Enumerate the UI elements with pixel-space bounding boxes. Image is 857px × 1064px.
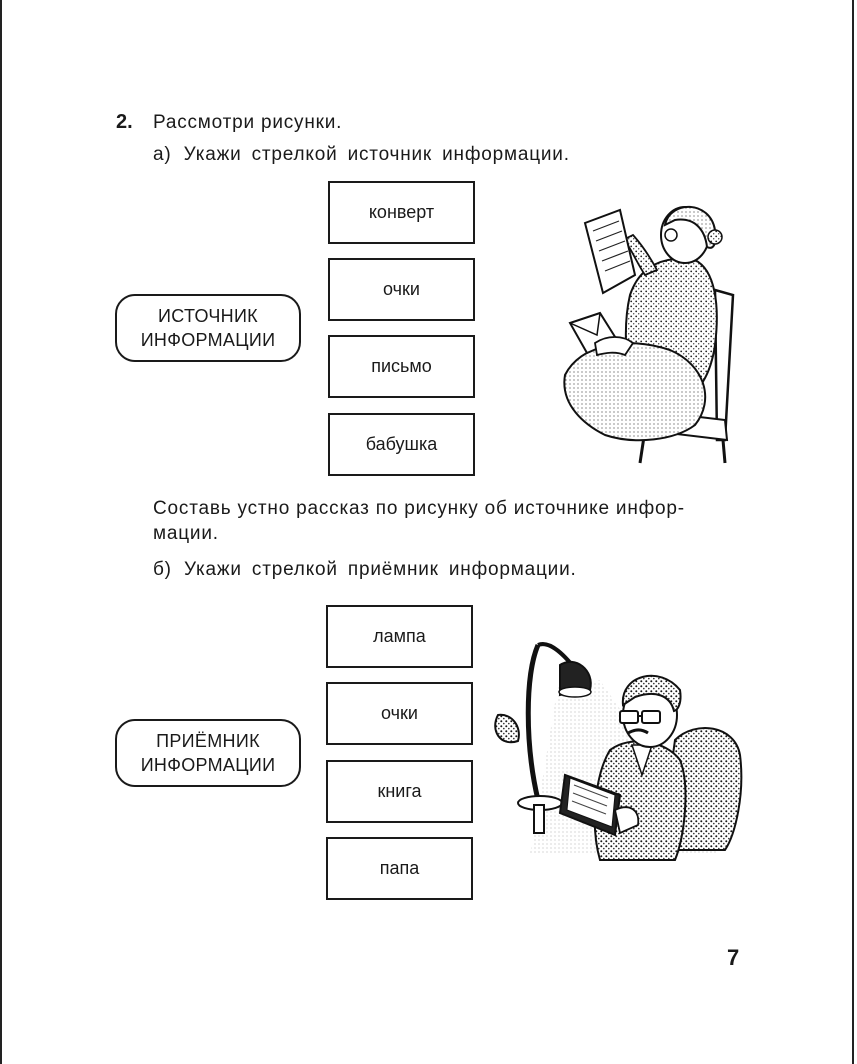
option-b-dad[interactable]: папа [326, 837, 473, 900]
option-b-lamp[interactable]: лампа [326, 605, 473, 668]
option-a-grandma[interactable]: бабушка [328, 413, 475, 476]
receiver-target-pill[interactable] [115, 719, 301, 787]
source-target-pill[interactable] [115, 294, 301, 362]
option-a-glasses[interactable]: очки [328, 258, 475, 321]
part-b-heading [153, 559, 577, 581]
task-instruction: Рассмотри рисунки. [153, 112, 343, 133]
part-a-heading [153, 144, 570, 166]
part-a-text: Укажи стрелкой источник информации. [183, 144, 570, 165]
page-number: 7 [727, 945, 740, 970]
dad-reading-illustration [490, 635, 750, 865]
receiver-target-line1: ПРИЁМНИК [156, 731, 260, 751]
grandmother-reading-illustration [545, 195, 755, 470]
part-b-text: Укажи стрелкой приёмник информации. [183, 559, 577, 580]
receiver-target-line2: ИНФОРМАЦИИ [140, 755, 276, 775]
story-prompt-line1: Составь устно рассказ по рисунку об источнике инфор- [153, 498, 685, 519]
part-a-label: а) [153, 144, 172, 165]
option-a-letter[interactable]: письмо [328, 335, 475, 398]
part-b-label: б) [153, 559, 172, 580]
option-b-glasses[interactable]: очки [326, 682, 473, 745]
option-b-book[interactable]: книга [326, 760, 473, 823]
source-target-line1: ИСТОЧНИК [158, 306, 258, 326]
option-a-envelope[interactable]: конверт [328, 181, 475, 244]
task-number: 2. [116, 111, 133, 133]
source-target-line2: ИНФОРМАЦИИ [140, 330, 276, 350]
story-prompt-line2: мации. [153, 523, 219, 544]
